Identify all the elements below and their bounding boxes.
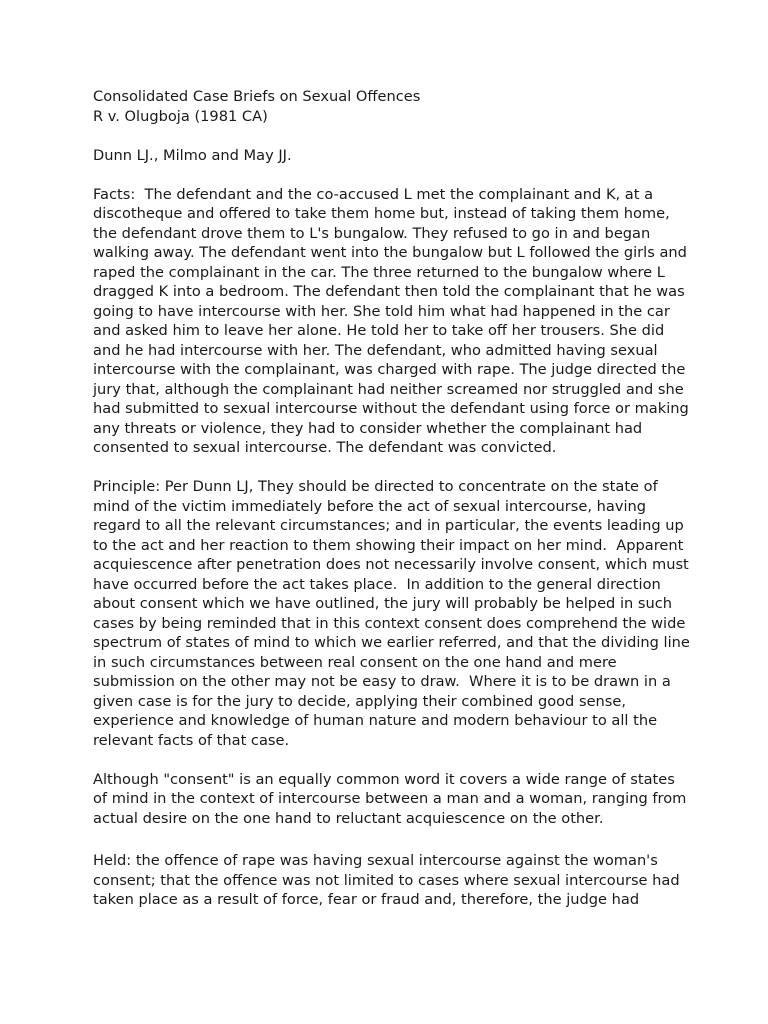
principle-line: Principle: Per Dunn LJ, They should be directed to concentrate on the state of: [93, 478, 658, 495]
principle-paragraph: [93, 477, 690, 750]
facts-line: walking away. The defendant went into the bungalow but L followed the girls and: [93, 244, 687, 261]
principle-line: to the act and her reaction to them showing their impact on her mind. Apparent: [93, 536, 684, 554]
principle-line: relevant facts of that case.: [93, 731, 290, 749]
facts-line: jury that, although the complainant had neither screamed nor struggled and she: [93, 380, 684, 398]
case-name: R v. Olugboja (1981 CA): [93, 107, 268, 125]
facts-line: consented to sexual intercourse. The defendant was convicted.: [93, 439, 557, 456]
facts-line: and he had intercourse with her. The defendant, who admitted having sexual: [93, 341, 658, 359]
document-page: [93, 87, 690, 910]
facts-line: raped the complainant in the car. The three returned to the bungalow where L: [93, 263, 665, 281]
facts-line: had submitted to sexual intercourse without the defendant using force or making: [93, 400, 689, 417]
facts-line: dragged K into a bedroom. The defendant then told the complainant that he was: [93, 283, 685, 300]
facts-line: any threats or violence, they had to consider whether the complainant had: [93, 419, 643, 437]
principle-line: given case is for the jury to decide, applying their combined good sense,: [93, 692, 627, 710]
document-header: [93, 87, 683, 126]
held-line: Held: the offence of rape was having sexual intercourse against the woman's: [93, 852, 658, 869]
facts-paragraph: [93, 185, 689, 458]
held-line: consent; that the offence was not limited to cases where sexual intercourse had: [93, 871, 680, 889]
principle-line: experience and knowledge of human nature and modern behaviour to all the: [93, 712, 658, 729]
judges-line: [93, 146, 683, 166]
document-title: Consolidated Case Briefs on Sexual Offences: [93, 88, 421, 105]
consent-line: of mind in the context of intercourse between a man and a woman, ranging from: [93, 790, 687, 807]
facts-line: Facts: The defendant and the co-accused L met the complainant and K, at a: [93, 185, 654, 203]
principle-line: submission on the other may not be easy to draw. Where it is to be drawn in a: [93, 673, 671, 690]
facts-line: and asked him to leave her alone. He told her to take off her trousers. She did: [93, 322, 665, 339]
principle-line: regard to all the relevant circumstances; and in particular, the events leading up: [93, 517, 684, 534]
principle-line: have occurred before the act takes place. In addition to the general direction: [93, 575, 661, 593]
principle-line: acquiescence after penetration does not necessarily involve consent, which must: [93, 556, 689, 573]
held-line: taken place as a result of force, fear or fraud and, therefore, the judge had: [93, 891, 640, 908]
consent-line: Although "consent" is an equally common word it covers a wide range of states: [93, 770, 675, 788]
judges-text: Dunn LJ., Milmo and May JJ.: [93, 146, 292, 164]
principle-line: cases by being reminded that in this context consent does comprehend the wide: [93, 614, 686, 632]
facts-line: intercourse with the complainant, was charged with rape. The judge directed the: [93, 361, 686, 378]
facts-line: discotheque and offered to take them home but, instead of taking them home,: [93, 205, 670, 222]
facts-line: the defendant drove them to L's bungalow. They refused to go in and began: [93, 224, 651, 242]
principle-line: about consent which we have outlined, the jury will probably be helped in such: [93, 595, 673, 612]
principle-line: mind of the victim immediately before the act of sexual intercourse, having: [93, 497, 647, 515]
facts-line: going to have intercourse with her. She told him what had happened in the car: [93, 302, 670, 320]
consent-paragraph: [93, 770, 687, 829]
held-paragraph: [93, 851, 683, 910]
principle-line: spectrum of states of mind to which we earlier referred, and that the dividing line: [93, 634, 690, 651]
principle-line: in such circumstances between real consent on the one hand and mere: [93, 653, 617, 671]
consent-line: actual desire on the one hand to reluctant acquiescence on the other.: [93, 809, 604, 827]
